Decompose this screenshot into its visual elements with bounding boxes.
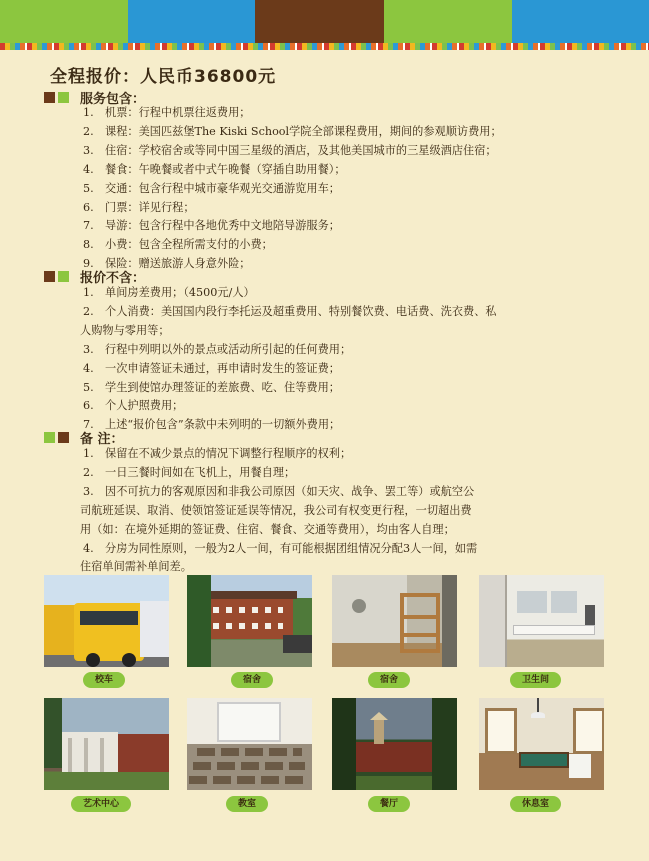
band-block	[0, 0, 128, 43]
photo-dormitory-room	[332, 575, 457, 667]
list-item: 3. 因不可抗力的客观原因和非我公司原因（如天灾、战争、罢工等）或航空公	[83, 484, 475, 498]
list-item: 2. 个人消费：美国国内段行李托运及超重费用、特别餐饮费、电话费、洗衣费、私	[83, 304, 497, 318]
list-item: 5. 交通：包含行程中城市豪华观光交通游览用车；	[83, 181, 340, 195]
list-item: 5. 学生到使馆办理签证的差旅费、吃、住等费用；	[83, 380, 340, 394]
list-item-continuation: 住宿单间需补单间差。	[80, 560, 192, 574]
photo-classroom	[187, 698, 312, 790]
list-item: 1. 保留在不减少景点的情况下调整行程顺序的权利；	[83, 447, 352, 460]
price-title: 全程报价：人民币36800元	[50, 67, 277, 87]
photo-lounge	[479, 698, 604, 790]
photo-school-bus	[44, 575, 169, 667]
list-item: 8. 小费：包含全程所需支付的小费；	[83, 238, 273, 252]
list-item: 1. 单间房差费用；（4500元/人）	[83, 286, 255, 299]
band-block	[255, 0, 384, 43]
list-item-continuation: 用（如：在境外延期的签证费、住宿、餐食、交通等费用），均由客人自理；	[80, 522, 455, 536]
list-item: 4. 一次申请签证未通过，再申请时发生的签证费；	[83, 361, 340, 375]
list-item-continuation: 人购物与零用等；	[80, 323, 170, 337]
photo-dormitory-exterior	[187, 575, 312, 667]
notes-list	[80, 445, 478, 577]
bullet-square-icon	[58, 432, 69, 443]
excluded-list	[80, 284, 497, 435]
band-block	[384, 0, 512, 43]
list-item: 2. 课程：美国匹兹堡The Kiski School学院全部课程费用，期间的参观顺访费用；	[83, 124, 502, 138]
bullet-square-icon	[58, 271, 69, 282]
confetti-strip	[0, 43, 649, 50]
list-item: 3. 住宿：学校宿舍或等同中国三星级的酒店，及其他美国城市的三星级酒店住宿；	[83, 143, 497, 157]
bullet-square-icon	[44, 271, 55, 282]
list-item: 2. 一日三餐时间如在飞机上，用餐自理；	[83, 465, 296, 479]
list-item: 3. 行程中列明以外的景点或活动所引起的任何费用；	[83, 342, 352, 356]
photo-caption: 宿舍	[231, 672, 273, 688]
photo-caption: 教室	[226, 796, 268, 812]
photo-caption: 校车	[83, 672, 125, 688]
top-color-band	[0, 0, 649, 43]
section-heading-label: 报价不含：	[80, 271, 146, 286]
list-item: 9. 保险：赠送旅游人身意外险；	[83, 257, 251, 271]
included-list	[83, 104, 502, 274]
band-block	[128, 0, 255, 43]
list-item: 4. 分房为同性原则，一般为2人一间，有可能根据团组情况分配3人一间，如需	[83, 541, 478, 555]
photo-bathroom	[479, 575, 604, 667]
photo-caption: 艺术中心	[71, 796, 131, 812]
photo-caption: 休息室	[510, 796, 561, 812]
list-item: 6. 门票：详见行程；	[83, 200, 195, 214]
section-heading-label: 备 注：	[80, 432, 124, 447]
photo-caption: 卫生间	[510, 672, 561, 688]
list-item: 4. 餐食：午晚餐或者中式午晚餐（穿插自助用餐）；	[83, 162, 346, 176]
photo-dining-hall	[332, 698, 457, 790]
section-heading-label: 服务包含：	[80, 92, 146, 107]
photo-caption: 宿舍	[368, 672, 410, 688]
list-item: 1. 机票：行程中机票往返费用；	[83, 106, 251, 119]
photo-caption: 餐厅	[368, 796, 410, 812]
photo-arts-center	[44, 698, 169, 790]
list-item: 6. 个人护照费用；	[83, 399, 184, 413]
list-item: 7. 上述“报价包含”条款中未列明的一切额外费用；	[83, 418, 341, 432]
list-item-continuation: 司航班延误、取消、使领馆签证延误等情况，我公司有权变更行程，一切超出费	[80, 503, 472, 517]
list-item: 7. 导游：包含行程中各地优秀中文地陪导游服务；	[83, 219, 340, 233]
bullet-square-icon	[58, 92, 69, 103]
bullet-square-icon	[44, 92, 55, 103]
band-block	[512, 0, 649, 43]
bullet-square-icon	[44, 432, 55, 443]
